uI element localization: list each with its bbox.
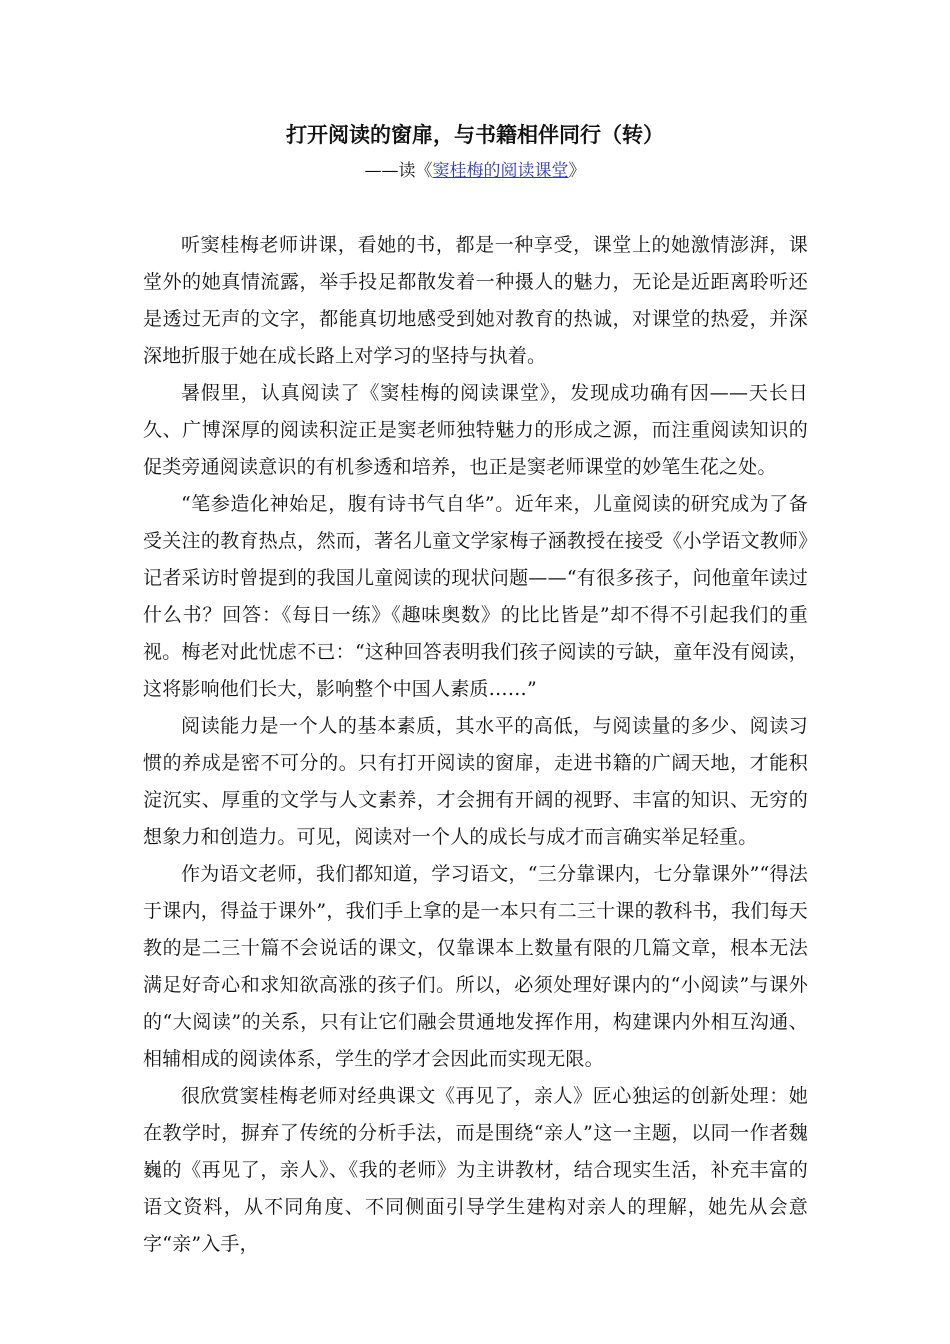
paragraph-6: 很欣赏窦桂梅老师对经典课文《再见了，亲人》匠心独运的创新处理：她在教学时，摒弃了传统的分析手法，而是围绕“亲人”这一主题，以同一作者魏巍的《再见了，亲人》、《我的老师》为主讲教材，结合现实生活，补充丰富的语文资料，从不同角度、不同侧面引导学生建构对亲人的理解，她先从会意字“亲”入手， bbox=[143, 1085, 808, 1255]
paragraph-4: 阅读能力是一个人的基本素质，其水平的高低，与阅读量的多少、阅读习惯的养成是密不可分的。只有打开阅读的窗扉，走进书籍的广阔天地，才能积淀沉实、厚重的文学与人文素养，才会拥有开阔的视野、丰富的知识、无穷的想象力和创造力。可见，阅读对一个人的成长与成才而言确实举足轻重。 bbox=[143, 715, 808, 848]
subtitle-suffix: 》 bbox=[568, 161, 586, 181]
book-title-link[interactable]: 窦桂梅的阅读课堂 bbox=[432, 161, 569, 181]
paragraph-1: 听窦桂梅老师讲课，看她的书，都是一种享受，课堂上的她激情澎湃，课堂外的她真情流露，举手投足都散发着一种摄人的魅力，无论是近距离聆听还是透过无声的文字，都能真切地感受到她对教育的热诚，对课堂的热爱，并深深地折服于她在成长路上对学习的坚持与执着。 bbox=[143, 234, 808, 367]
article-body bbox=[143, 227, 808, 1263]
paragraph-2: 暑假里，认真阅读了《窦桂梅的阅读课堂》，发现成功确有因——天长日久、广博深厚的阅读积淀正是窦老师独特魅力的形成之源，而注重阅读知识的促类旁通阅读意识的有机参透和培养，也正是窦老师课堂的妙笔生花之处。 bbox=[143, 382, 808, 478]
document-title: 打开阅读的窗扉，与书籍相伴同行（转） bbox=[286, 123, 664, 147]
paragraph-3: “笔参造化神始足，腹有诗书气自华”。近年来，儿童阅读的研究成为了备受关注的教育热点，然而，著名儿童文学家梅子涵教授在接受《小学语文教师》记者采访时曾提到的我国儿童阅读的现状问题——“有很多孩子，问他童年读过什么书？回答：《每日一练》《趣味奥数》的比比皆是”却不得不引起我们的重视。梅老对此忧虑不已：“这种回答表明我们孩子阅读的亏缺，童年没有阅读，这将影响他们长大，影响整个中国人素质……” bbox=[143, 493, 808, 700]
paragraph-5: 作为语文老师，我们都知道，学习语文，“三分靠课内，七分靠课外”“得法于课内，得益于课外”，我们手上拿的是一本只有二三十课的教科书，我们每天教的是二三十篇不会说话的课文，仅靠课本上数量有限的几篇文章，根本无法满足好奇心和求知欲高涨的孩子们。所以，必须处理好课内的“小阅读”与课外的“大阅读”的关系，只有让它们融会贯通地发挥作用，构建课内外相互沟通、相辅相成的阅读体系，学生的学才会因此而实现无限。 bbox=[143, 863, 808, 1070]
subtitle-prefix: ——读《 bbox=[364, 161, 433, 181]
document-subtitle bbox=[0, 158, 950, 184]
